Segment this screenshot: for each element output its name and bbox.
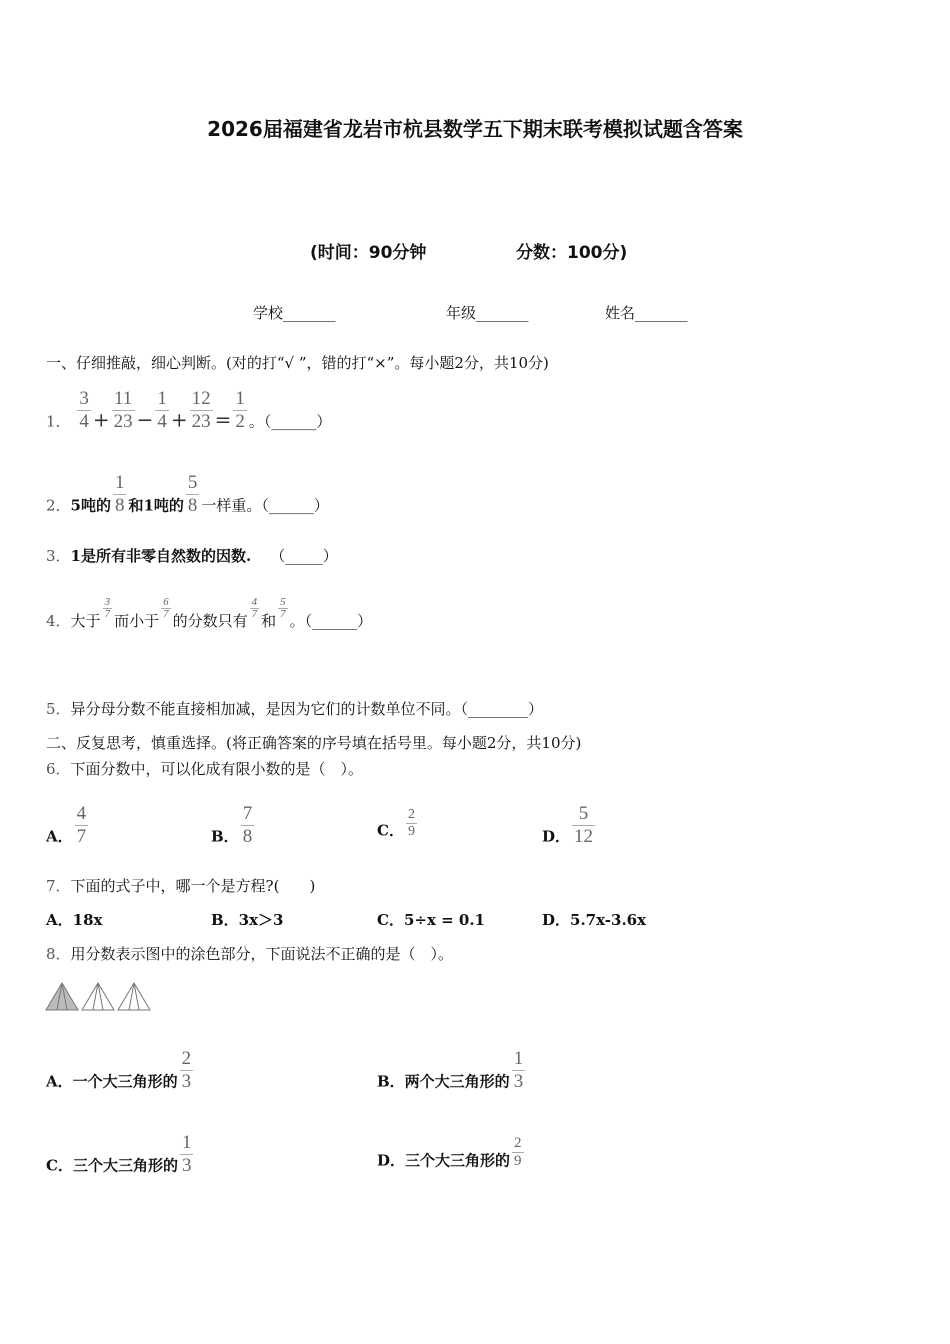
page-title: 2026届福建省龙岩市杭县数学五下期末联考模拟试题含答案 <box>207 117 743 141</box>
q-number: 1． <box>46 412 71 431</box>
fraction: $\frac{4}{7}$ <box>251 595 258 620</box>
question-2: 2．5吨的 $\frac{1}{8}$ 和1吨的 $\frac{5}{8}$ 一样重。（______） <box>46 472 329 516</box>
q6-option-a[interactable]: A． $\frac{4}{7}$ <box>46 803 87 847</box>
q6-option-d[interactable]: D． $\frac{5}{12}$ <box>542 803 594 847</box>
exam-score: 分数：100分) <box>516 243 628 263</box>
section-2-heading: 二、反复思考，慎重选择。(将正确答案的序号填在括号里。每小题2分，共10分) <box>46 734 582 752</box>
question-1: 1． $\frac{3}{4}$ + $\frac{11}{23}$ − $\frac{1}{4}$ + $\frac{12}{23}$ = $\frac{1}{2}$ 。（______） <box>46 388 332 432</box>
question-text: 异分母分数不能直接相加减，是因为它们的计数单位不同。（________） <box>70 700 544 718</box>
question-text: 1是所有非零自然数的因数. <box>70 547 252 565</box>
q-number: 4． <box>46 612 71 630</box>
q8-option-c[interactable]: C．三个大三角形的 $\frac{1}{3}$ <box>46 1132 192 1176</box>
fraction: $\frac{11}{23}$ <box>113 388 133 432</box>
question-3 <box>46 545 338 566</box>
q-number: 5． <box>46 700 71 718</box>
q8-option-a[interactable]: A．一个大三角形的 $\frac{2}{3}$ <box>46 1048 192 1092</box>
q8-option-d[interactable]: D．三个大三角形的 $\frac{2}{9}$ <box>377 1135 522 1170</box>
fraction: $\frac{1}{8}$ <box>114 472 125 516</box>
q7-option-d[interactable]: D．5.7x-3.6x <box>542 911 647 929</box>
fraction: $\frac{12}{23}$ <box>191 388 211 432</box>
shaded-triangles-figure <box>45 982 155 1012</box>
fraction: $\frac{1}{4}$ <box>157 388 167 432</box>
fraction: $\frac{1}{2}$ <box>235 388 245 432</box>
answer-blank[interactable]: 。（______） <box>248 412 332 431</box>
question-7: 7．下面的式子中，哪一个是方程?( ) <box>46 877 316 895</box>
answer-blank[interactable]: （_____） <box>270 547 338 565</box>
exam-time: (时间：90分钟 <box>310 243 427 263</box>
q7-option-a[interactable]: A．18x <box>46 911 103 929</box>
name-field[interactable]: 姓名_______ <box>605 304 688 322</box>
question-6: 6．下面分数中，可以化成有限小数的是（ ）。 <box>46 760 364 778</box>
answer-blank[interactable]: 。（______） <box>289 612 373 630</box>
fraction: $\frac{5}{7}$ <box>280 595 286 620</box>
q6-option-b[interactable]: B． $\frac{7}{8}$ <box>211 803 253 847</box>
q8-option-b[interactable]: B．两个大三角形的 $\frac{1}{3}$ <box>377 1048 524 1092</box>
fraction: $\frac{5}{8}$ <box>187 472 198 516</box>
fraction: $\frac{3}{4}$ <box>79 388 89 432</box>
q7-option-b[interactable]: B．3x＞3 <box>211 911 284 929</box>
school-field[interactable]: 学校_______ <box>253 304 336 322</box>
q7-option-c[interactable]: C．5÷x = 0.1 <box>377 911 485 929</box>
q-number: 2． <box>46 496 71 515</box>
fraction: $\frac{6}{7}$ <box>163 595 169 620</box>
section-1-heading: 一、仔细推敲，细心判断。(对的打“√ ”，错的打“×”。每小题2分，共10分) <box>46 354 549 372</box>
fraction: $\frac{3}{7}$ <box>104 595 111 620</box>
answer-blank[interactable]: 一样重。（______） <box>201 496 329 515</box>
question-4: 4．大于 $\frac{3}{7}$ 而小于 $\frac{6}{7}$ 的分数只有 $\frac{4}{7}$ 和 $\frac{5}{7}$ 。（______） <box>46 595 373 630</box>
q-number: 3． <box>46 547 71 565</box>
grade-field[interactable]: 年级_______ <box>446 304 529 322</box>
question-8: 8．用分数表示图中的涂色部分，下面说法不正确的是（ ）。 <box>46 945 454 963</box>
q6-option-c[interactable]: C． $\frac{2}{9}$ <box>377 807 415 840</box>
question-5 <box>46 698 543 719</box>
